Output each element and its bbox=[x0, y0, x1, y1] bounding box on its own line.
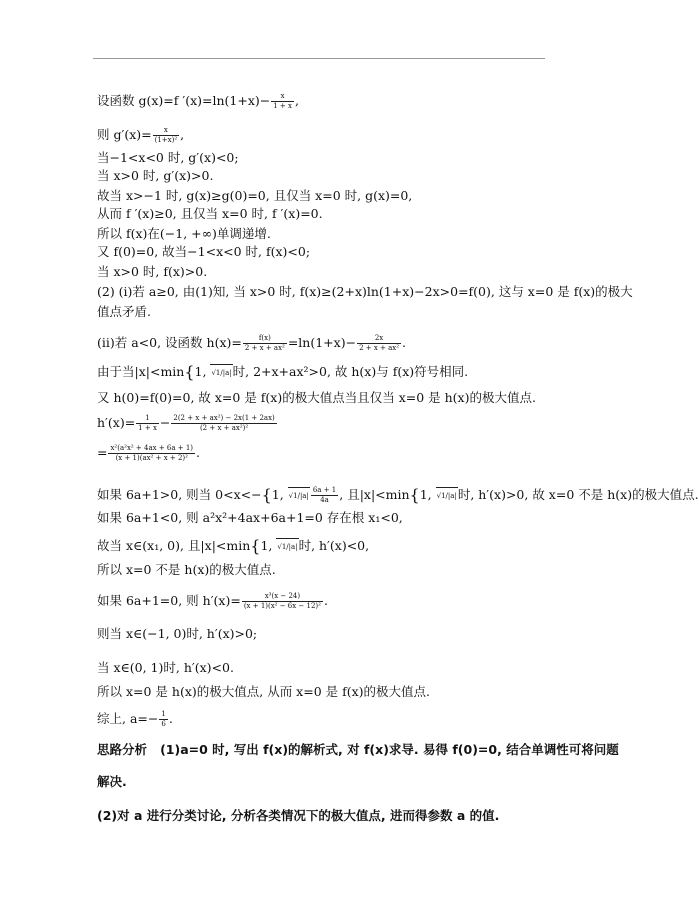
solution-line-14: 又 h(0)=f(0)=0, 故 x=0 是 f(x)的极大值点当且仅当 x=0 是 h(x)的极大值点. bbox=[97, 390, 536, 405]
solution-line-3: 当−1<x<0 时, g′(x)<0; bbox=[97, 150, 239, 165]
line-text: 故当 x∈(x₁, 0), 且|x|<min bbox=[97, 538, 251, 553]
sqrt-term: √1/|a| bbox=[288, 487, 310, 504]
solution-line-12 bbox=[97, 334, 406, 353]
solution-line-23: 当 x∈(0, 1)时, h′(x)<0. bbox=[97, 660, 234, 675]
solution-line-7: 所以 f(x)在(−1, +∞)单调递增. bbox=[97, 226, 271, 241]
line-text: . bbox=[323, 593, 328, 608]
analysis-line-2: 解决. bbox=[97, 774, 127, 789]
line-text: (ii)若 a<0, 设函数 h(x)= bbox=[97, 335, 242, 350]
brace-symbol: { bbox=[184, 362, 195, 382]
line-text: , 且|x|<min bbox=[339, 487, 410, 502]
fraction: $\frac{x}{\text{(1+x)²}}$ bbox=[154, 126, 178, 144]
solution-line-16 bbox=[97, 444, 200, 463]
solution-line-17 bbox=[97, 486, 699, 505]
sqrt-term: √1/|a| bbox=[210, 364, 232, 381]
line-text: 则 g′(x)= bbox=[97, 127, 152, 142]
header-rule bbox=[93, 58, 545, 59]
solution-line-19 bbox=[97, 538, 369, 555]
line-text: 如果 6a+1>0, 则当 0<x<− bbox=[97, 487, 262, 502]
fraction: $\frac{\text{x³(x − 24)}}{\text{(x + 1)(x² − 6x − 12)²}}$ bbox=[243, 592, 321, 610]
line-text: . bbox=[196, 445, 201, 460]
solution-line-25 bbox=[97, 710, 173, 729]
line-text: , bbox=[294, 93, 299, 108]
line-text: 时, 2+x+ax²>0, 故 h(x)与 f(x)符号相同. bbox=[232, 364, 469, 379]
line-text: 如果 6a+1=0, 则 h′(x)= bbox=[97, 593, 241, 608]
analysis-text-1: (1)a=0 时, 写出 f(x)的解析式, 对 f(x)求导. 易得 f(0)=0, 结合单调性可将问题 bbox=[160, 742, 619, 757]
fraction: $\frac{1}{6}$ bbox=[161, 710, 166, 728]
fraction: $\frac{x}{1 + x}$ bbox=[273, 92, 292, 110]
sqrt-term: √1/|a| bbox=[276, 538, 298, 555]
solution-line-22: 则当 x∈(−1, 0)时, h′(x)>0; bbox=[97, 626, 258, 641]
min-arg: 1, bbox=[260, 538, 277, 553]
line-text: 由于当|x|<min bbox=[97, 364, 185, 379]
solution-line-5: 故当 x>−1 时, g(x)≥g(0)=0, 且仅当 x=0 时, g(x)=0, bbox=[97, 188, 413, 203]
solution-line-4: 当 x>0 时, g′(x)>0. bbox=[97, 168, 214, 183]
line-text: . bbox=[168, 711, 173, 726]
solution-line-8: 又 f(0)=0, 故当−1<x<0 时, f(x)<0; bbox=[97, 244, 311, 259]
fraction: $\frac{1}{1 + x}$ bbox=[138, 414, 157, 432]
line-text: 设函数 g(x)=f ′(x)=ln(1+x)− bbox=[97, 93, 271, 108]
sqrt-term: √1/|a| bbox=[436, 487, 458, 504]
line-text: 时, h′(x)>0, 故 x=0 不是 h(x)的极大值点. bbox=[457, 487, 699, 502]
solution-line-24: 所以 x=0 是 h(x)的极大值点, 从而 x=0 是 f(x)的极大值点. bbox=[97, 684, 430, 699]
brace-symbol: { bbox=[261, 485, 272, 505]
analysis-label: 思路分析 bbox=[97, 742, 148, 757]
line-text: h′(x)= bbox=[97, 415, 136, 430]
fraction: $\frac{6a + 1}{4a}$ bbox=[312, 486, 337, 504]
brace-symbol: { bbox=[409, 485, 420, 505]
line-text: , bbox=[180, 127, 185, 142]
brace-symbol: { bbox=[250, 536, 261, 556]
fraction: $\frac{\text{2(2 + x + ax²) − 2x(1 + 2ax)}}{\text{(2 + x + ax²)²}}$ bbox=[173, 414, 275, 432]
min-arg: 1, bbox=[271, 487, 288, 502]
analysis-line-1 bbox=[97, 742, 619, 758]
line-text: = bbox=[97, 445, 108, 460]
solution-line-13 bbox=[97, 364, 468, 381]
solution-line-1 bbox=[97, 92, 299, 111]
solution-line-2 bbox=[97, 126, 184, 145]
line-text: =ln(1+x)− bbox=[287, 335, 357, 350]
line-text: . bbox=[402, 335, 407, 350]
solution-line-20: 所以 x=0 不是 h(x)的极大值点. bbox=[97, 562, 276, 577]
line-text: 时, h′(x)<0, bbox=[298, 538, 370, 553]
solution-line-21 bbox=[97, 592, 328, 611]
solution-line-15 bbox=[97, 414, 278, 433]
solution-line-10: (2) (i)若 a≥0, 由(1)知, 当 x>0 时, f(x)≥(2+x)ln(1+x)−2x>0=f(0), 这与 x=0 是 f(x)的极大 bbox=[97, 284, 633, 299]
fraction: $\frac{2x}{\text{2 + x + ax²}}$ bbox=[359, 334, 400, 352]
solution-line-6: 从而 f ′(x)≥0, 且仅当 x=0 时, f ′(x)=0. bbox=[97, 206, 323, 221]
solution-line-9: 当 x>0 时, f(x)>0. bbox=[97, 264, 208, 279]
analysis-line-3: (2)对 a 进行分类讨论, 分析各类情况下的极大值点, 进而得参数 a 的值. bbox=[97, 808, 500, 823]
line-text: 综上, a=− bbox=[97, 711, 159, 726]
solution-line-18: 如果 6a+1<0, 则 a²x²+4ax+6a+1=0 存在根 x₁<0, bbox=[97, 510, 403, 525]
min-arg: 1, bbox=[194, 364, 211, 379]
solution-line-11: 值点矛盾. bbox=[97, 304, 151, 319]
fraction: $\frac{f(x)}{\text{2 + x + ax²}}$ bbox=[244, 334, 285, 352]
line-text: − bbox=[159, 415, 171, 430]
fraction: $\frac{\text{x²(a²x² + 4ax + 6a + 1)}}{\text{(x + 1)(ax² + x + 2)²}}$ bbox=[110, 444, 194, 462]
min-arg: 1, bbox=[419, 487, 436, 502]
